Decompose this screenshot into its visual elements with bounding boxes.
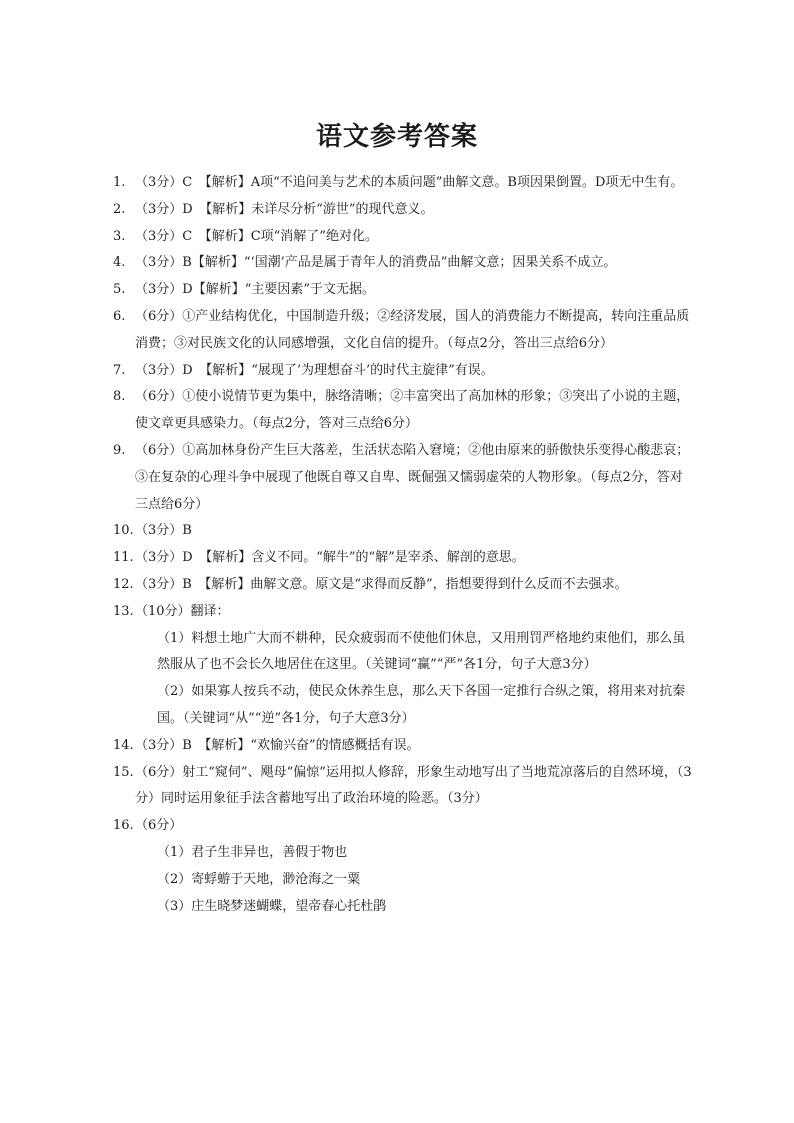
item-text: （10分）翻译：	[135, 603, 230, 619]
item-number: 13.	[113, 603, 134, 619]
translation-2: （2）如果寡人按兵不动，使民众休养生息，那么天下各国一定推行合纵之策，将用来对抗秦国。（关键词“从”“逆”各1分，句子大意3分）	[157, 684, 686, 726]
answer-item-16	[113, 813, 693, 920]
item-text: （3分）D【解析】“主要因素”于文无据。	[135, 282, 375, 298]
item-text: （6分）射工“窥伺”、飓母“偏惊”运用拟人修辞，形象生动地写出了当地荒凉落后的自然环境，（3分）同时运用象征手法含蓄地写出了政治环境的险恶。（3分）	[135, 764, 692, 807]
answer-item-4	[113, 250, 693, 277]
item-number: 5.	[113, 282, 126, 298]
item-number: 8.	[113, 389, 126, 405]
answer-item-5	[113, 277, 693, 304]
item-number: 11.	[113, 550, 134, 566]
answer-item-11	[113, 545, 693, 572]
answer-item-8	[113, 384, 693, 438]
answer-item-7	[113, 358, 693, 385]
item-text: （6分）①使小说情节更为集中，脉络清晰；②丰富突出了高加林的形象；③突出了小说的主题，使文章更具感染力。（每点2分，答对三点给6分）	[135, 389, 690, 432]
item-text: （3分）D 【解析】“展现了‘为理想奋斗’的时代主旋律”有误。	[135, 362, 494, 378]
item-number: 12.	[113, 576, 134, 592]
item-text: （3分）C 【解析】C项“消解了”绝对化。	[135, 228, 378, 244]
answer-item-6	[113, 304, 693, 358]
item-text: （3分）D 【解析】含义不同。“解牛”的“解”是宰杀、解剖的意思。	[135, 550, 525, 566]
answer-item-12	[113, 572, 693, 599]
item-number: 3.	[113, 228, 126, 244]
page-title: 语文参考答案	[315, 122, 478, 152]
answer-item-2	[113, 197, 693, 224]
item-text: （3分）B【解析】“‘国潮’产品是属于青年人的消费品”曲解文意；因果关系不成立。	[135, 255, 617, 271]
item-text: （6分）	[135, 818, 183, 834]
item-number: 15.	[113, 764, 134, 780]
answer-item-1	[113, 170, 693, 197]
item-text: （3分）B 【解析】曲解文意。原文是“求得而反静”，指想要得到什么反而不去强求。	[135, 576, 628, 592]
answer-item-10	[113, 518, 693, 545]
item-number: 1.	[113, 175, 126, 190]
answer-item-3	[113, 224, 693, 251]
translation-1: （1）料想土地广大而不耕种，民众疲弱而不使他们休息，又用刑罚严格地约束他们，那么虽然服从了也不会长久地居住在这里。（关键词“赢”“严”各1分，句子大意3分）	[157, 630, 686, 673]
item-text: （3分）C 【解析】A项“不追问美与艺术的本质问题”曲解文意。B项因果倒置。D项无中生有。	[135, 175, 684, 190]
answer-item-15	[113, 760, 693, 814]
item-number: 6.	[113, 308, 126, 324]
answer-item-14	[113, 733, 693, 760]
dictation-1: （1）君子生非异也，善假于物也	[157, 844, 348, 860]
item-number: 14.	[113, 737, 134, 753]
item-number: 2.	[113, 201, 126, 217]
answer-list	[113, 170, 693, 920]
item-number: 9.	[113, 442, 126, 458]
item-number: 4.	[113, 255, 126, 271]
item-number: 10.	[113, 523, 134, 539]
dictation-3: （3）庄生晓梦迷蝴蝶，望帝春心托杜鹃	[157, 898, 387, 914]
item-number: 16.	[113, 818, 134, 834]
item-text: （3分）B 【解析】“欢愉兴奋”的情感概括有误。	[135, 737, 420, 753]
item-text: （3分）D 【解析】未详尽分析“游世”的现代意义。	[135, 201, 434, 217]
answer-item-13	[113, 599, 693, 733]
dictation-2: （2）寄蜉蝣于天地，渺沧海之一粟	[157, 871, 361, 887]
item-text: （6分）①产业结构优化，中国制造升级；②经济发展，国人的消费能力不断提高，转向注重品质消费；③对民族文化的认同感增强，文化自信的提升。（每点2分，答出三点给6分）	[135, 308, 690, 351]
item-text: （3分）B	[135, 523, 192, 539]
item-text: （6分）①高加林身份产生巨大落差，生活状态陷入窘境；②他由原来的骄傲快乐变得心酸悲哀；③在复杂的心理斗争中展现了他既自尊又自卑、既倔强又懦弱虚荣的人物形象。（每点2分，答对三点给6分）	[135, 442, 690, 512]
answer-item-9	[113, 438, 693, 518]
item-number: 7.	[113, 362, 126, 378]
